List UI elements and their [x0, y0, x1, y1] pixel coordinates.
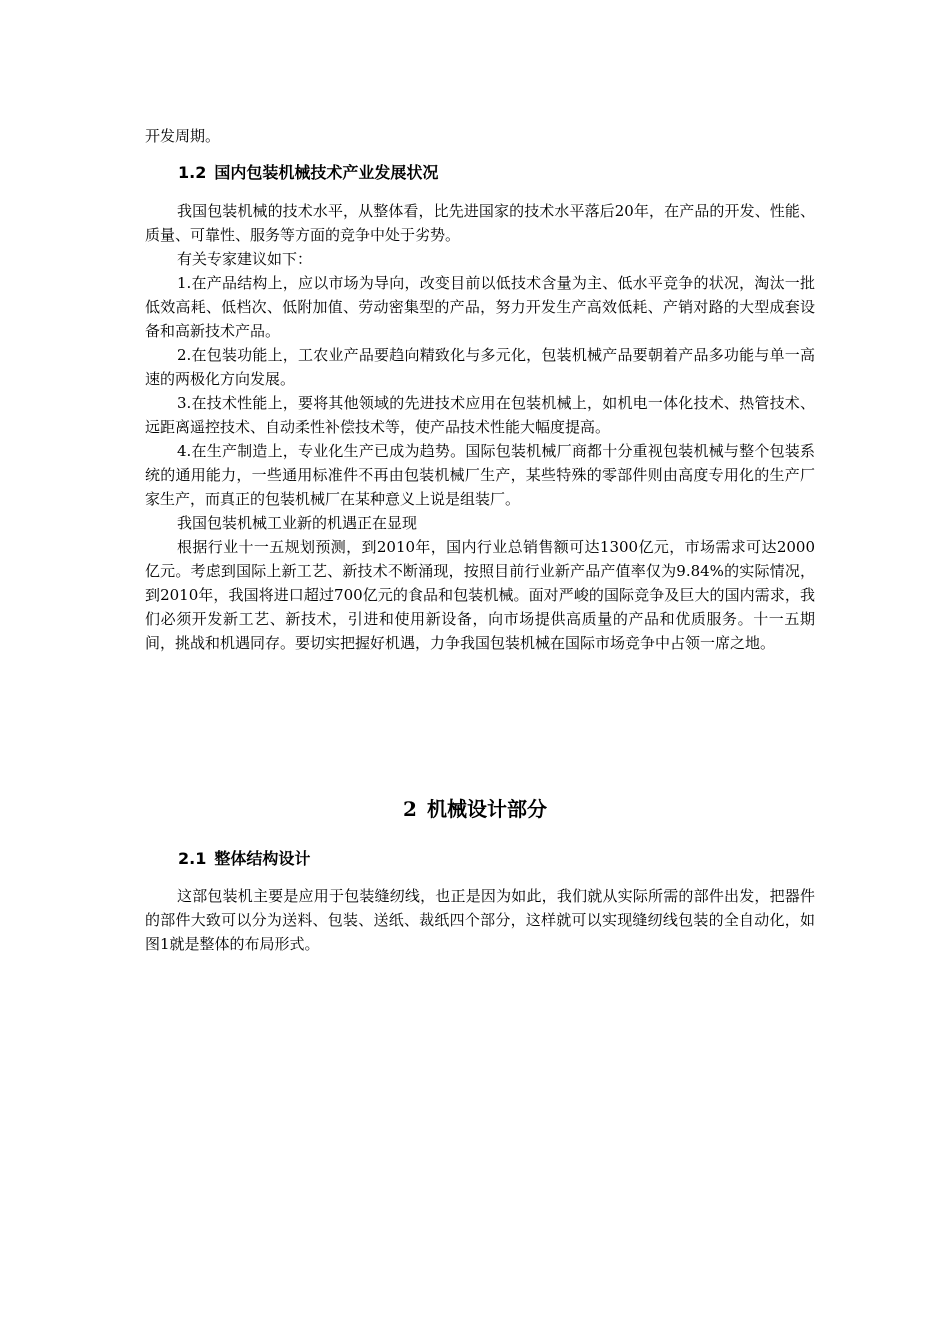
section-title: 国内包装机械技术产业发展状况: [214, 163, 439, 182]
paragraph: 根据行业十一五规划预测，到2010年，国内行业总销售额可达1300亿元，市场需求可达2000亿元。考虑到国际上新工艺、新技术不断涌现，按照目前行业新产品产值率仅为9.84%的实际情况，到2010年，我国将进口超过700亿元的食品和包装机械。面对严峻的国际竞争及巨大的国内需求，我们必须开发新工艺、新技术，引进和使用新设备，向市场提供高质量的产品和优质服务。十一五期间，挑战和机遇同存。要切实把握好机遇，力争我国包装机械在国际市场竞争中占领一席之地。: [145, 538, 815, 652]
chapter-title: 机械设计部分: [426, 797, 547, 821]
paragraph: 3.在技术性能上，要将其他领域的先进技术应用在包装机械上，如机电一体化技术、热管技术、远距离遥控技术、自动柔性补偿技术等，使产品技术性能大幅度提高。: [145, 394, 815, 436]
paragraph: 有关专家建议如下：: [177, 250, 313, 268]
carryover-text-block: [145, 124, 815, 148]
section-title: 整体结构设计: [214, 849, 311, 868]
paragraph: 1.在产品结构上，应以市场为导向，改变目前以低技术含量为主、低水平竞争的状况，淘汰一批低效高耗、低档次、低附加值、劳动密集型的产品，努力开发生产高效低耗、产销对路的大型成套设备和高新技术产品。: [145, 274, 815, 340]
section-heading-2-1: [178, 848, 310, 870]
paragraph: 这部包装机主要是应用于包装缝纫线，也正是因为如此，我们就从实际所需的部件出发，把器件的部件大致可以分为送料、包装、送纸、裁纸四个部分，这样就可以实现缝纫线包装的全自动化，如图1就是整体的布局形式。: [145, 887, 815, 953]
chapter-number: 2: [403, 797, 417, 821]
section-number: 2.1: [178, 849, 207, 868]
section-number: 1.2: [178, 163, 207, 182]
paragraph: 2.在包装功能上，工农业产品要趋向精致化与多元化，包装机械产品要朝着产品多功能与单一高速的两极化方向发展。: [145, 346, 815, 388]
section-2-1-body: [145, 884, 815, 956]
chapter-heading-2: [0, 796, 950, 822]
carryover-paragraph: 开发周期。: [145, 127, 221, 145]
paragraph: 我国包装机械的技术水平，从整体看，比先进国家的技术水平落后20年，在产品的开发、性能、质量、可靠性、服务等方面的竞争中处于劣势。: [145, 202, 815, 244]
section-heading-1-2: [178, 162, 438, 184]
paragraph: 我国包装机械工业新的机遇正在显现: [177, 514, 418, 532]
paragraph: 4.在生产制造上，专业化生产已成为趋势。国际包装机械厂商都十分重视包装机械与整个包装系统的通用能力，一些通用标准件不再由包装机械厂生产，某些特殊的零部件则由高度专用化的生产厂家生产，而真正的包装机械厂在某种意义上说是组装厂。: [145, 442, 815, 508]
section-1-2-body: [145, 199, 815, 655]
